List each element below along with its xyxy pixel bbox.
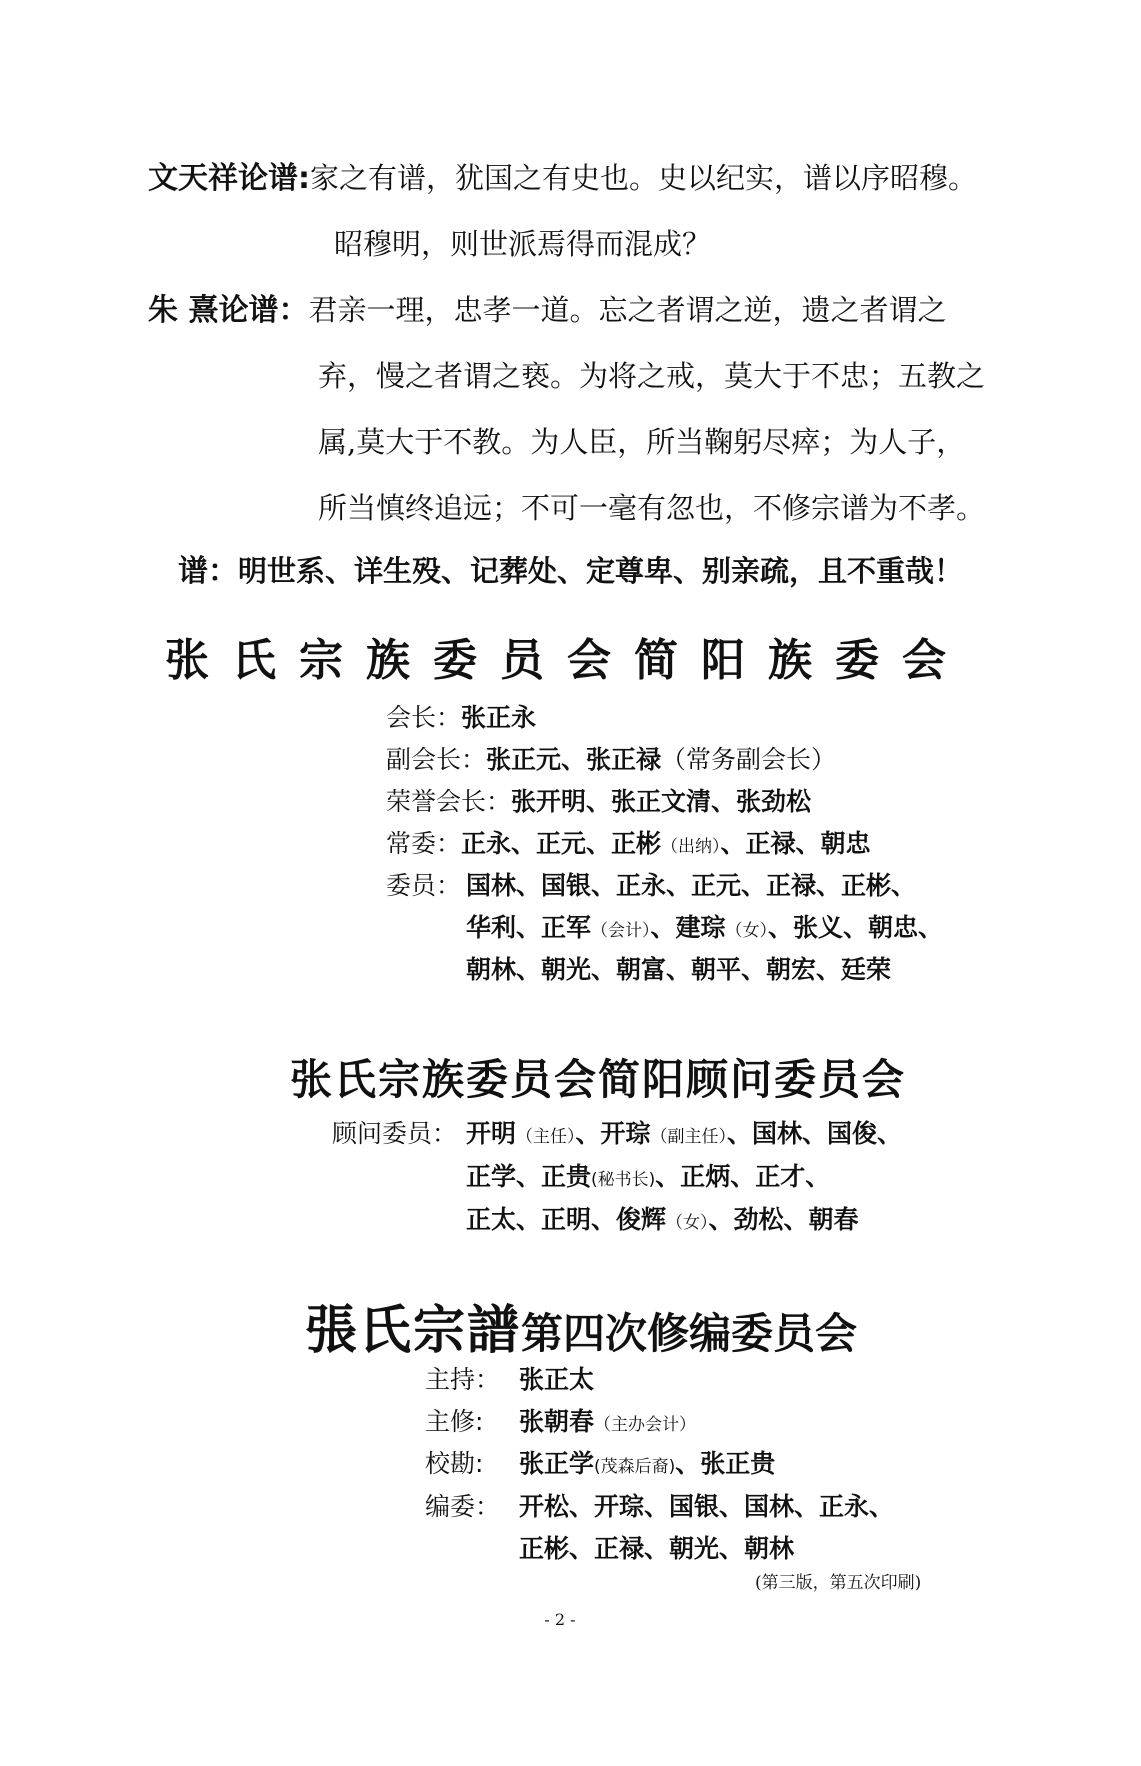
quote-wen-line1 <box>148 160 977 197</box>
editors-label: 编委： <box>425 1492 501 1521</box>
proof-name-a: 张正学 <box>519 1449 595 1478</box>
standing-names-a: 正永、正元、正彬 <box>461 829 662 858</box>
vice-note: （常务副会长） <box>661 745 837 774</box>
committee3-editors-row1 <box>425 1491 894 1523</box>
quote-pu-line <box>178 553 963 590</box>
advisor-line1-a: 开明 <box>466 1119 517 1148</box>
standing-label: 常委： <box>386 829 462 858</box>
quote-wen-text: 家之有谱，犹国之有史也。史以纪实，谱以序昭穆。 <box>310 161 978 195</box>
committee3-chief-row <box>425 1406 696 1441</box>
vice-label: 副会长： <box>386 745 487 774</box>
advisor-line1-note2: （副主任） <box>650 1127 728 1147</box>
proof-label: 校勘: <box>425 1449 484 1478</box>
advisor-line1-c: 、国林、国俊、 <box>727 1119 903 1148</box>
committee2-row3 <box>466 1204 859 1239</box>
committee1-members-row2 <box>466 912 943 947</box>
members-line2-b: 、建琮 <box>650 913 726 942</box>
president-label: 会长： <box>386 703 462 732</box>
members-line2-a: 华利、正军 <box>466 913 592 942</box>
committee1-honor-row <box>386 786 811 818</box>
advisor-line3-note: （女） <box>666 1213 709 1233</box>
committee1-president-row <box>386 702 536 734</box>
proof-note: (茂森后裔) <box>594 1457 676 1477</box>
advisor-label: 顾问委员： <box>332 1119 458 1148</box>
standing-note: （出纳） <box>661 837 721 857</box>
quote-zhu-line3: 属,莫大于不教。为人臣，所当鞠躬尽瘁；为人子， <box>318 425 966 459</box>
quote-zhu-line2: 弃，慢之者谓之亵。为将之戒，莫大于不忠；五教之 <box>318 359 986 393</box>
committee3-host-row <box>425 1364 594 1396</box>
chief-label: 主修: <box>425 1407 484 1436</box>
members-line2-c: 、张义、朝忠、 <box>768 913 944 942</box>
quote-zhu-line1 <box>148 292 946 329</box>
advisor-line2-b: 、正炳、正才、 <box>655 1162 831 1191</box>
committee2-row1 <box>332 1118 902 1153</box>
editors-line1: 开松、开琮、国银、国林、正永、 <box>519 1492 895 1521</box>
quote-pu-label: 谱： <box>178 554 238 589</box>
members-line2-note2: （女） <box>725 921 769 941</box>
committee1-standing-row <box>386 828 871 863</box>
members-line3: 朝林、朝光、朝富、朝平、朝宏、廷荣 <box>466 955 892 984</box>
committee1-members-row1 <box>386 870 916 902</box>
vice-names: 张正元、张正禄 <box>486 745 662 774</box>
members-line2-note1: （会计） <box>591 921 651 941</box>
edition-note: (第三版，第五次印刷) <box>755 1573 922 1593</box>
host-label: 主持： <box>425 1365 501 1394</box>
proof-name-b: 、张正贵 <box>675 1449 776 1478</box>
honor-label: 荣誉会长： <box>386 787 512 816</box>
committee3-title <box>305 1288 857 1363</box>
chief-note: （主办会计） <box>594 1415 697 1435</box>
committee1-members-row3 <box>466 954 891 986</box>
committee3-proof-row <box>425 1448 775 1483</box>
committee3-editors-row2 <box>519 1533 794 1565</box>
advisor-line2-note: (秘书长) <box>591 1170 656 1190</box>
members-label: 委员： <box>386 871 462 900</box>
advisor-line3-b: 、劲松、朝春 <box>708 1205 859 1234</box>
page-number: - 2 - <box>544 1610 576 1629</box>
members-line1: 国林、国银、正永、正元、正禄、正彬、 <box>466 871 917 900</box>
committee3-title-calligraphy: 張氏宗譜 <box>305 1300 522 1361</box>
advisor-line2-a: 正学、正贵 <box>466 1162 592 1191</box>
committee1-title: 张氏宗族委员会简阳族委会 <box>165 635 969 686</box>
quote-zhu-line4: 所当慎终追远；不可一毫有忽也，不修宗谱为不孝。 <box>318 491 986 525</box>
advisor-line3-a: 正太、正明、俊辉 <box>466 1205 667 1234</box>
host-name: 张正太 <box>519 1365 595 1394</box>
quote-pu-text: 明世系、详生殁、记葬处、定尊卑、别亲疏，且不重哉！ <box>238 554 964 588</box>
advisor-line1-note1: （主任） <box>516 1127 576 1147</box>
president-names: 张正永 <box>461 703 537 732</box>
committee2-row2 <box>466 1161 830 1196</box>
chief-name: 张朝春 <box>519 1407 595 1436</box>
standing-names-b: 、正禄、朝忠 <box>720 829 871 858</box>
quote-wen-line2: 昭穆明，则世派焉得而混成？ <box>334 227 712 261</box>
editors-line2: 正彬、正禄、朝光、朝林 <box>519 1534 795 1563</box>
committee2-title: 张氏宗族委员会简阳顾问委员会 <box>290 1055 907 1104</box>
honor-names: 张开明、张正文清、张劲松 <box>511 787 812 816</box>
advisor-line1-b: 、开琮 <box>575 1119 651 1148</box>
committee1-vice-row <box>386 744 836 776</box>
quote-wen-label: 文天祥论谱: <box>148 161 310 196</box>
quote-zhu-label: 朱 熹论谱： <box>148 293 309 328</box>
committee3-title-rest: 第四次修编委员会 <box>521 1309 858 1358</box>
quote-zhu-text: 君亲一理，忠孝一道。忘之者谓之逆，遗之者谓之 <box>308 293 947 327</box>
